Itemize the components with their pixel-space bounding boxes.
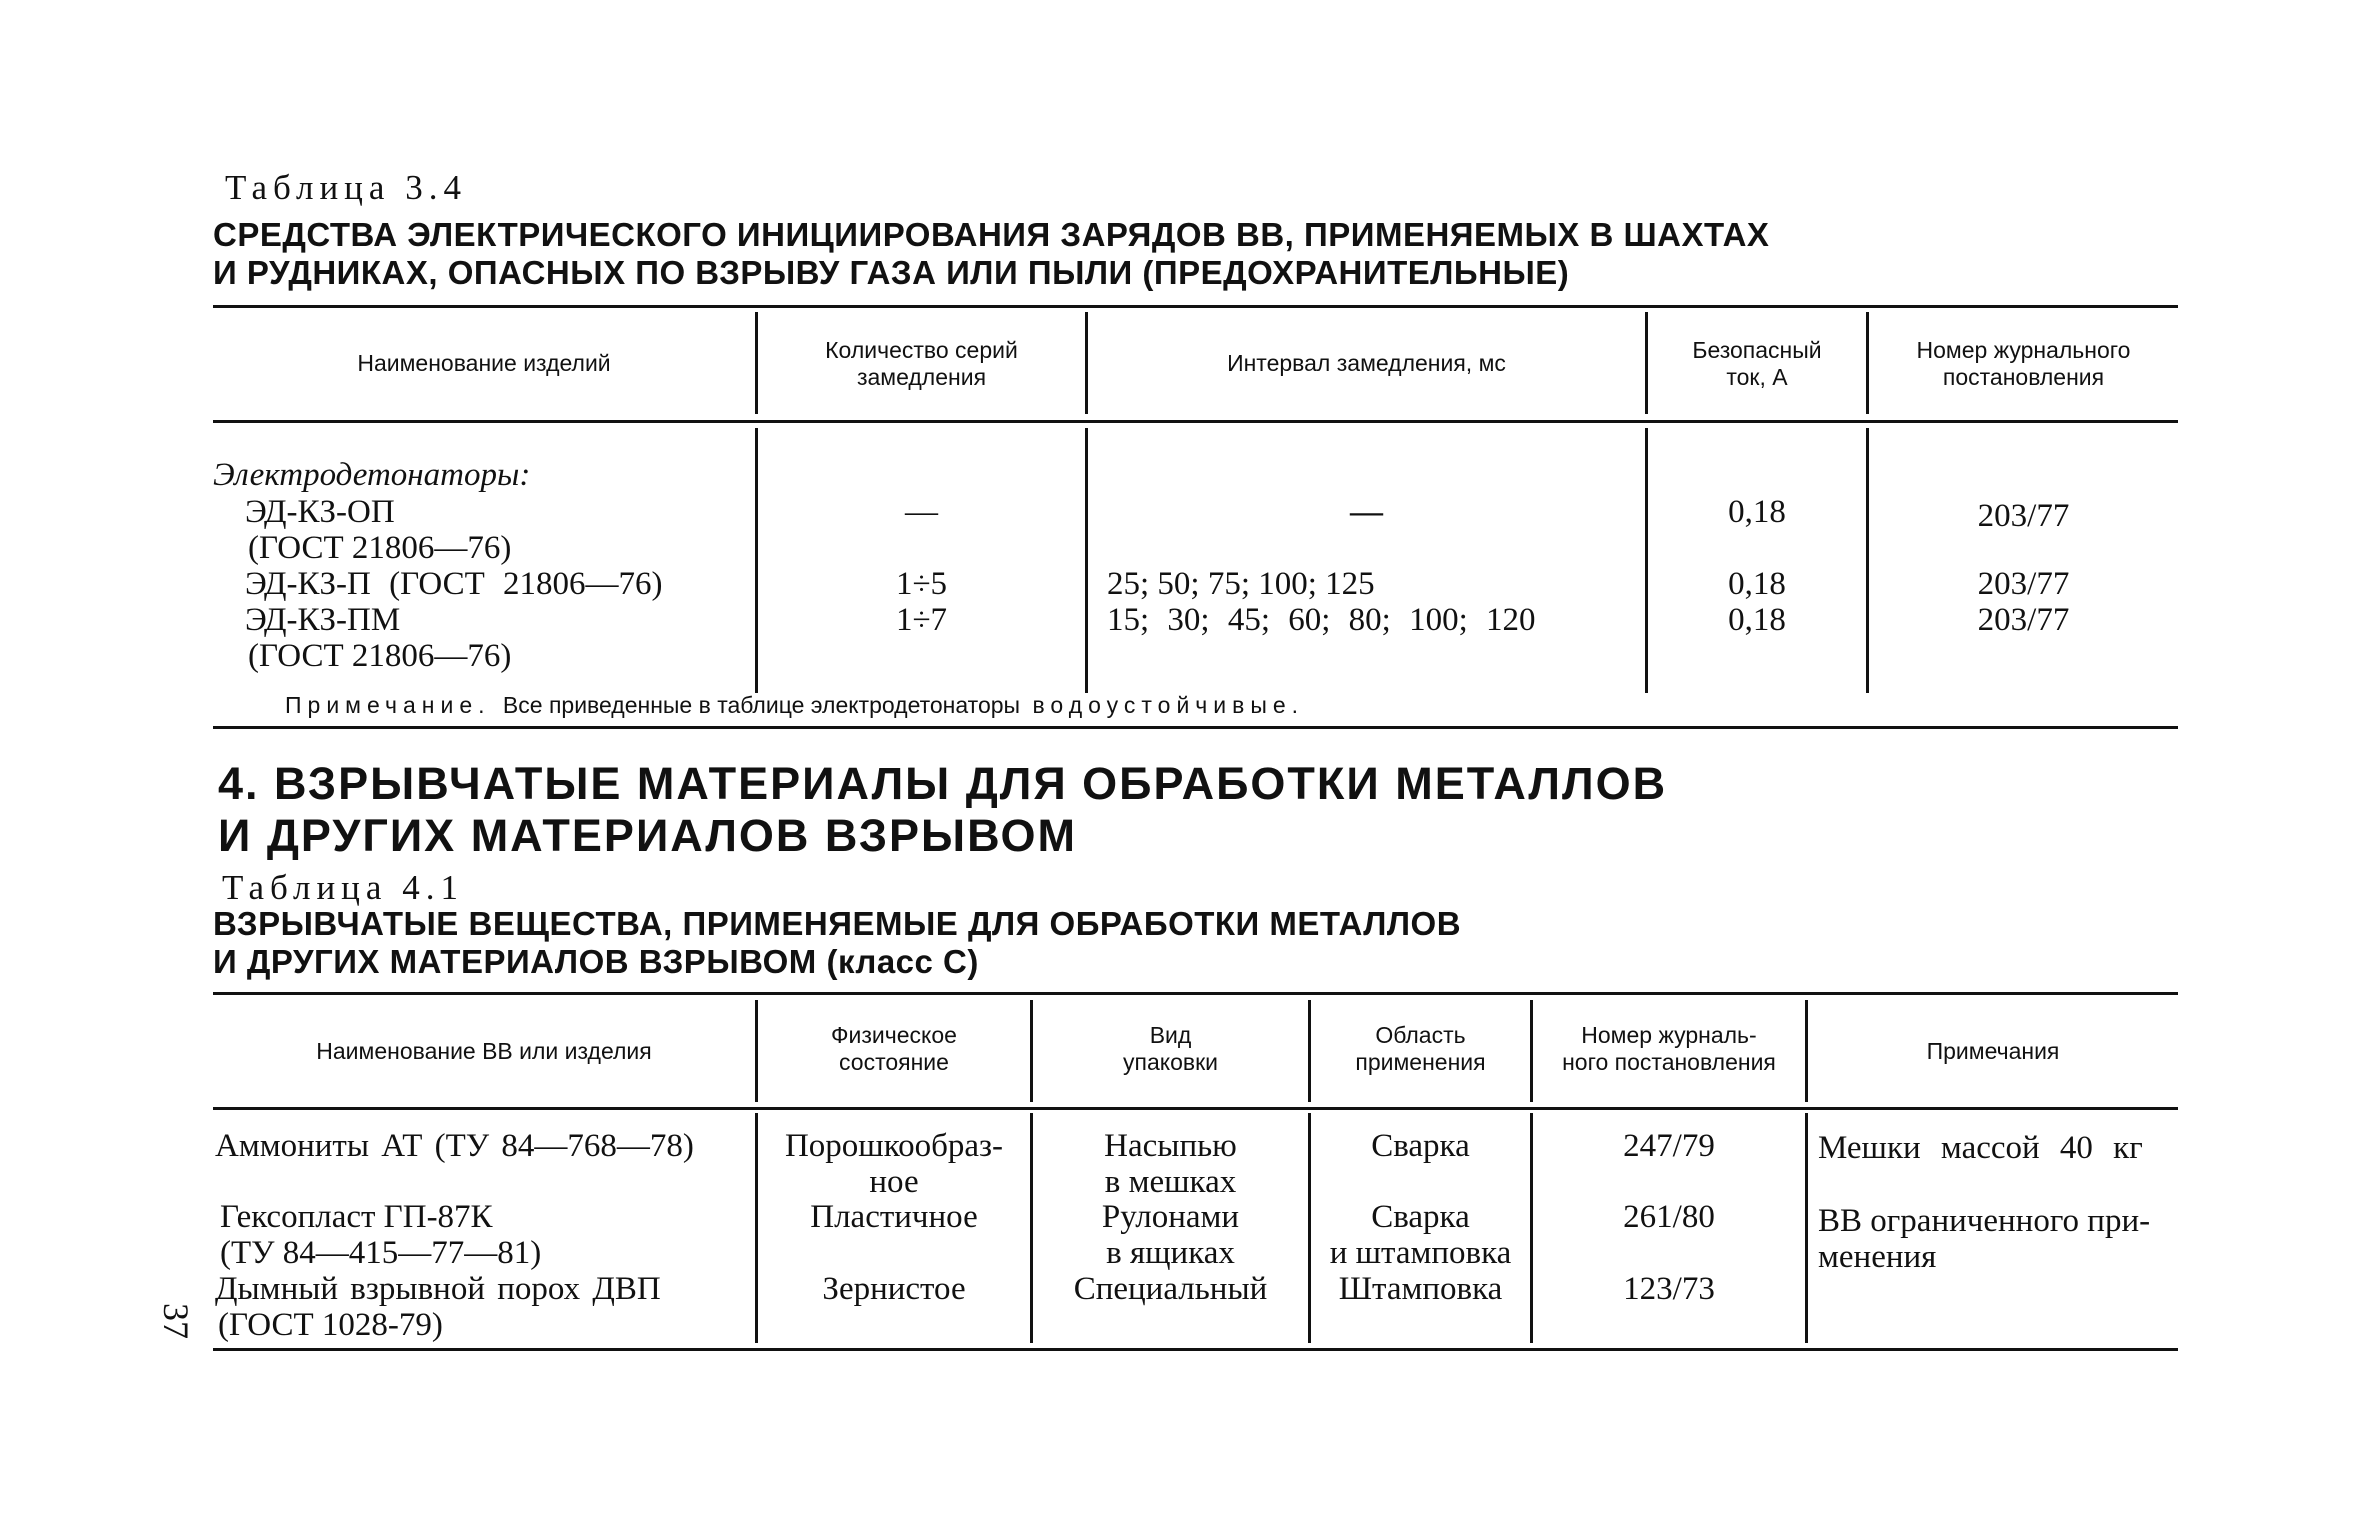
table-4-1-row3-pack: Специальный <box>1073 1271 1268 1307</box>
table-4-1-row3-area: Штамповка <box>1338 1271 1503 1307</box>
table-3-4-header-journal: Номер журнального постановления <box>1916 337 2131 390</box>
table-3-4-row1-current: 0,18 <box>1728 494 1786 530</box>
table-3-4-header-name: Наименование изделий <box>357 349 611 376</box>
table-3-4-bottom-rule <box>213 726 2178 729</box>
table-4-1-header-rule <box>213 1107 2178 1110</box>
table-3-4-row3-name-cont: (ГОСТ 21806—76) <box>248 638 512 674</box>
table-3-4-header-series: Количество серий замедления <box>825 337 1018 390</box>
table-3-4-header-interval: Интервал замедления, мс <box>1227 349 1506 376</box>
table-4-1-row2-note-cont: менения <box>1818 1239 1937 1275</box>
table-4-1-row2-pack: Рулонами <box>1101 1199 1240 1235</box>
table-4-1-header-notes: Примечания <box>1926 1037 2060 1064</box>
table-4-1-row3-name-cont: (ГОСТ 1028-79) <box>218 1307 443 1343</box>
table-3-4-row3-series: 1÷7 <box>895 602 948 638</box>
table-3-4-top-rule <box>213 305 2178 308</box>
table-4-1-row2-name-cont: (ТУ 84—415—77—81) <box>220 1235 542 1271</box>
table-4-1-row1-pack-cont: в мешках <box>1104 1164 1237 1200</box>
table-4-1-header-name: Наименование ВВ или изделия <box>316 1037 652 1064</box>
table-3-4-row3-interval: 15; 30; 45; 60; 80; 100; 120 <box>1107 602 1536 638</box>
table-3-4-col-divider <box>1866 428 1869 693</box>
table-4-1-row1-area: Сварка <box>1371 1128 1470 1164</box>
table-4-1-row2-journal: 261/80 <box>1623 1199 1715 1235</box>
table-4-1-row1-note: Мешки массой 40 кг <box>1818 1130 2143 1166</box>
table-3-4-col-divider <box>1085 428 1088 693</box>
table-4-1-row2-pack-cont: в ящиках <box>1106 1235 1235 1271</box>
table-4-1-row1-name: Аммониты АТ (ТУ 84—768—78) <box>215 1128 694 1164</box>
table-3-4-row1-name: ЭД-КЗ-ОП <box>245 494 395 530</box>
table-3-4-col-divider <box>1645 428 1648 693</box>
table-4-1-top-rule <box>213 992 2178 995</box>
table-3-4-col-divider <box>755 428 758 693</box>
table-4-1-caption: Таблица 4.1 <box>222 868 464 907</box>
table-4-1-row1-pack: Насыпью <box>1104 1128 1237 1164</box>
table-4-1-title-line2: И ДРУГИХ МАТЕРИАЛОВ ВЗРЫВОМ (класс С) <box>213 943 979 980</box>
table-4-1-col-divider <box>1805 1113 1808 1343</box>
section-4-heading-line2: И ДРУГИХ МАТЕРИАЛОВ ВЗРЫВОМ <box>218 810 1077 861</box>
table-4-1-title-line1: ВЗРЫВЧАТЫЕ ВЕЩЕСТВА, ПРИМЕНЯЕМЫЕ ДЛЯ ОБРАБОТКИ МЕТАЛЛОВ <box>213 905 1462 942</box>
section-4-heading <box>218 758 1667 862</box>
table-4-1-row3-state: Зернистое <box>822 1271 966 1307</box>
table-4-1-header-pack: Вид упаковки <box>1123 1022 1218 1075</box>
table-3-4-title-line1: СРЕДСТВА ЭЛЕКТРИЧЕСКОГО ИНИЦИИРОВАНИЯ ЗАРЯДОВ ВВ, ПРИМЕНЯЕМЫХ В ШАХТАХ <box>213 216 1770 253</box>
table-3-4-row2-current: 0,18 <box>1728 566 1786 602</box>
table-3-4-header-current: Безопасный ток, А <box>1692 337 1822 390</box>
table-3-4-row1-name-cont: (ГОСТ 21806—76) <box>248 530 512 566</box>
table-3-4-note-label: Примечание. <box>285 692 491 718</box>
table-3-4-row1-interval: — <box>1350 494 1383 530</box>
table-3-4-row1-series: — <box>905 494 938 530</box>
table-3-4-row2-name: ЭД-КЗ-П (ГОСТ 21806—76) <box>245 566 663 602</box>
table-4-1-row2-note: ВВ ограниченного при- <box>1818 1203 2151 1239</box>
table-3-4-note <box>285 692 1304 719</box>
table-4-1-row1-state-cont: ное <box>869 1164 919 1200</box>
table-3-4-title <box>213 216 1769 292</box>
table-3-4-row1-journal: 203/77 <box>1977 498 2070 534</box>
table-3-4-caption: Таблица 3.4 <box>225 168 467 207</box>
table-4-1-row2-state: Пластичное <box>810 1199 978 1235</box>
table-4-1-row3-journal: 123/73 <box>1623 1271 1715 1307</box>
table-3-4-row3-current: 0,18 <box>1728 602 1786 638</box>
table-4-1-row1-state: Порошкообраз- <box>784 1128 1004 1164</box>
table-4-1-row2-area-cont: и штамповка <box>1329 1235 1512 1271</box>
table-3-4-row3-journal: 203/77 <box>1977 602 2070 638</box>
table-3-4-header-rule <box>213 420 2178 423</box>
table-4-1-header-journal: Номер журналь- ного постановления <box>1562 1022 1776 1075</box>
table-4-1-bottom-rule <box>213 1348 2178 1351</box>
table-3-4-row2-interval: 25; 50; 75; 100; 125 <box>1107 566 1375 602</box>
table-3-4-group-label: Электродетонаторы: <box>213 457 531 493</box>
table-4-1-row2-area: Сварка <box>1371 1199 1470 1235</box>
table-4-1-title <box>213 905 1461 981</box>
table-3-4-title-line2: И РУДНИКАХ, ОПАСНЫХ ПО ВЗРЫВУ ГАЗА ИЛИ ПЫЛИ (ПРЕДОХРАНИТЕЛЬНЫЕ) <box>213 254 1570 291</box>
table-3-4-row2-series: 1÷5 <box>895 566 948 602</box>
page-number: 37 <box>156 1303 196 1339</box>
table-4-1-row3-name: Дымный взрывной порох ДВП <box>215 1271 661 1307</box>
table-4-1-header-state: Физическое состояние <box>831 1022 957 1075</box>
table-3-4-row2-journal: 203/77 <box>1977 566 2070 602</box>
table-4-1-row2-name: Гексопласт ГП-87К <box>220 1199 493 1235</box>
table-3-4-note-text: Все приведенные в таблице электродетонаторы <box>502 692 1021 718</box>
table-4-1-row1-journal: 247/79 <box>1623 1128 1715 1164</box>
table-3-4-note-emphasis: водоустойчивые. <box>1032 692 1305 718</box>
table-3-4-row3-name: ЭД-КЗ-ПМ <box>245 602 401 638</box>
table-4-1-header-area: Область применения <box>1355 1022 1486 1075</box>
section-4-heading-line1: 4. ВЗРЫВЧАТЫЕ МАТЕРИАЛЫ ДЛЯ ОБРАБОТКИ МЕТАЛЛОВ <box>218 758 1668 809</box>
